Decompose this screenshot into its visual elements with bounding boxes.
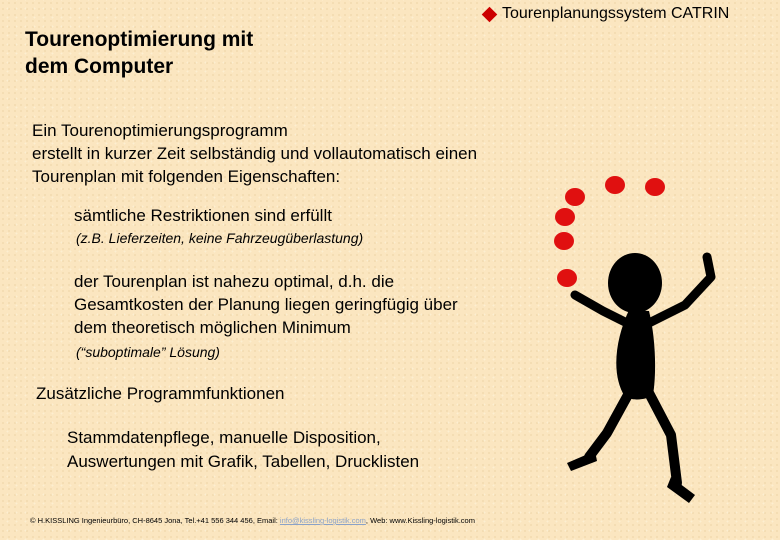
ball-icon (645, 178, 665, 196)
ball-icon (565, 188, 585, 206)
legs-icon (589, 393, 677, 483)
ball-icon (605, 176, 625, 194)
additional-functions-text: Stammdatenpflege, manuelle Disposition, Auswertungen mit Grafik, Tabellen, Drucklisten (67, 428, 420, 471)
property-optimal-note: (“suboptimale” Lösung) (76, 344, 220, 360)
footer-suffix: , Web: www.Kissling-logistik.com (365, 516, 475, 525)
footer-prefix: © H.KISSLING Ingenieurbüro, CH-8645 Jona, Tel.+41 556 344 456, Email: (30, 516, 280, 525)
juggler-figure-icon (545, 165, 745, 515)
red-diamond-icon (482, 6, 498, 22)
property-restrictions: sämtliche Restriktionen sind erfüllt (74, 206, 332, 225)
foot-icon (567, 451, 597, 471)
ball-icon (555, 208, 575, 226)
page-title: Tourenoptimierung mit dem Computer (25, 28, 254, 78)
footer-copyright (30, 516, 475, 525)
brand-text: Tourenplanungssystem CATRIN (502, 5, 730, 22)
head-icon (608, 253, 662, 313)
property-restrictions-note: (z.B. Lieferzeiten, keine Fahrzeugüberlastung) (76, 230, 364, 246)
property-optimal: der Tourenplan ist nahezu optimal, d.h. die Gesamtkosten der Planung liegen geringfügig über dem theoretisch möglichen Minimum (74, 272, 458, 337)
intro-text: Ein Tourenoptimierungsprogramm erstellt in kurzer Zeit selbständig und vollautomatisch einen Tourenplan mit folgenden Eigenschaften: (32, 121, 478, 186)
footer-email-link[interactable]: info@kissling-logistik.com (279, 516, 366, 525)
ball-icon (554, 232, 574, 250)
brand-label (482, 5, 729, 23)
section-heading: Zusätzliche Programmfunktionen (36, 384, 285, 403)
ball-icon (557, 269, 577, 287)
